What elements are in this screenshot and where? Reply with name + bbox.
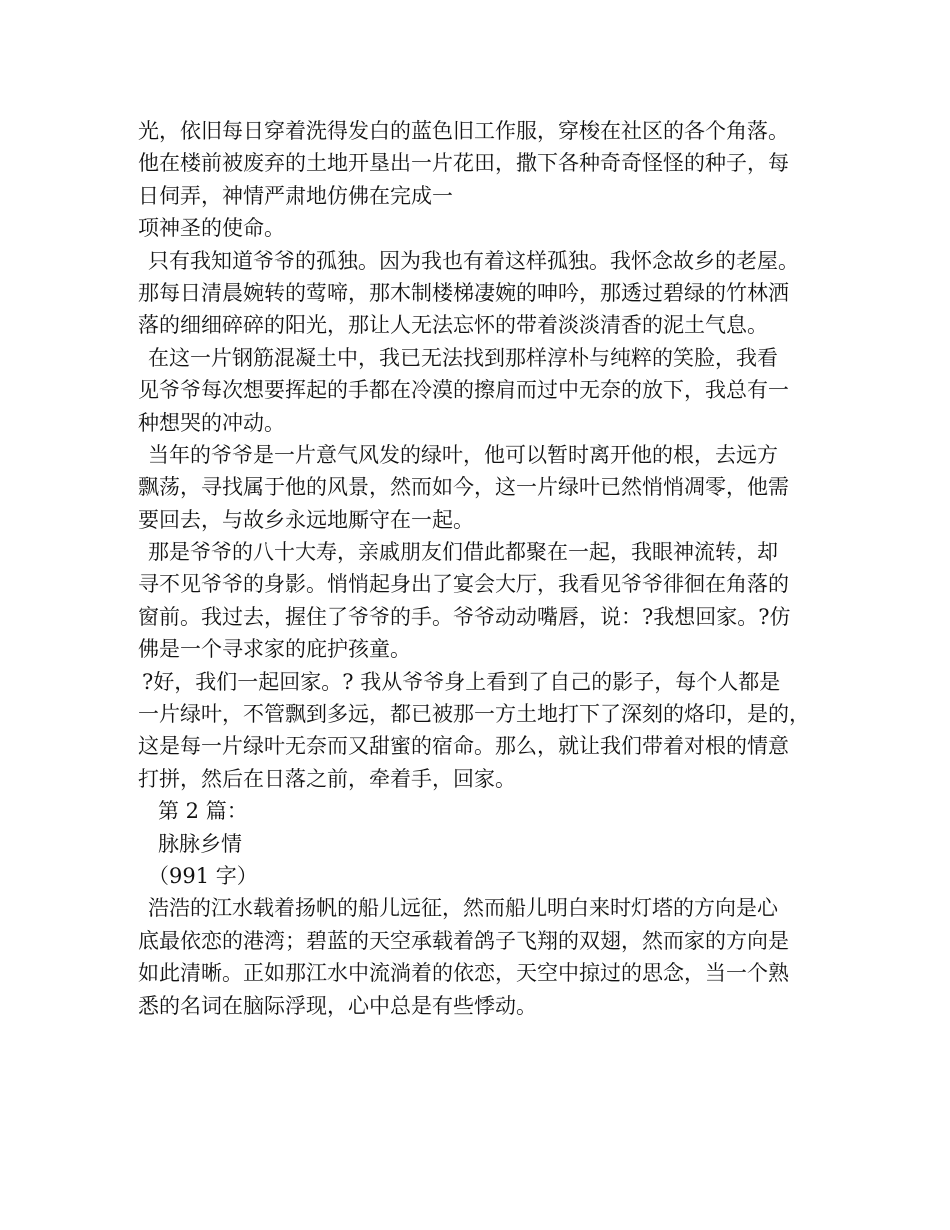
text-line: 日伺弄，神情严肃地仿佛在完成一 — [138, 183, 453, 208]
text-line: 那每日清晨婉转的莺啼，那木制楼梯凄婉的呻吟，那透过碧绿的竹林洒 — [138, 280, 789, 305]
text-line: 打拼，然后在日落之前，牵着手，回家。 — [138, 766, 516, 791]
text-line: 落的细细碎碎的阳光，那让人无法忘怀的带着淡淡清香的泥土气息。 — [138, 313, 768, 338]
text-line: 要回去，与故乡永远地厮守在一起。 — [138, 507, 474, 532]
text-line: 悉的名词在脑际浮现，心中总是有些悸动。 — [138, 993, 537, 1018]
text-line: 窗前。我过去，握住了爷爷的手。爷爷动动嘴唇，说：?我想回家。?仿 — [138, 604, 791, 629]
text-line: 底最依恋的港湾；碧蓝的天空承载着鸽子飞翔的双翅，然而家的方向是 — [138, 928, 789, 953]
paragraph-start: 当年的爷爷是一片意气风发的绿叶，他可以暂时离开他的根，去远方 — [148, 442, 778, 467]
article-text — [138, 115, 828, 1022]
text-line: 他在楼前被废弃的土地开垦出一片花田，撒下各种奇奇怪怪的种子，每 — [138, 151, 789, 176]
text-line: 种想哭的冲动。 — [138, 410, 285, 435]
text-line: 一片绿叶，不管飘到多远，都已被那一方土地打下了深刻的烙印，是的， — [138, 702, 810, 727]
paragraph-start: 在这一片钢筋混凝土中，我已无法找到那样淳朴与纯粹的笑脸，我看 — [148, 345, 778, 370]
text-line: 这是每一片绿叶无奈而又甜蜜的宿命。那么，就让我们带着对根的情意 — [138, 734, 789, 759]
text-line: 见爷爷每次想要挥起的手都在冷漠的擦肩而过中无奈的放下，我总有一 — [138, 378, 789, 403]
word-count: （991 字） — [148, 863, 258, 888]
text-line: 项神圣的使命。 — [138, 216, 285, 241]
text-line: 如此清晰。正如那江水中流淌着的依恋，天空中掠过的思念，当一个熟 — [138, 961, 789, 986]
text-line: 光，依旧每日穿着洗得发白的蓝色旧工作服，穿梭在社区的各个角落。 — [138, 119, 789, 143]
paragraph-start: 只有我知道爷爷的孤独。因为我也有着这样孤独。我怀念故乡的老屋。 — [148, 248, 799, 273]
section-heading: 第 2 篇： — [158, 799, 248, 824]
text-line: 飘荡，寻找属于他的风景，然而如今，这一片绿叶已然悄悄凋零，他需 — [138, 475, 789, 500]
article-title: 脉脉乡情 — [158, 831, 242, 856]
paragraph-start: 浩浩的江水载着扬帆的船儿远征，然而船儿明白来时灯塔的方向是心 — [148, 896, 778, 921]
paragraph-start: 那是爷爷的八十大寿，亲戚朋友们借此都聚在一起，我眼神流转，却 — [148, 540, 778, 565]
paragraph-start: ?好，我们一起回家。? 我从爷爷身上看到了自己的影子，每个人都是 — [142, 669, 781, 694]
text-line: 佛是一个寻求家的庇护孩童。 — [138, 637, 411, 662]
text-line: 寻不见爷爷的身影。悄悄起身出了宴会大厅，我看见爷爷徘徊在角落的 — [138, 572, 789, 597]
